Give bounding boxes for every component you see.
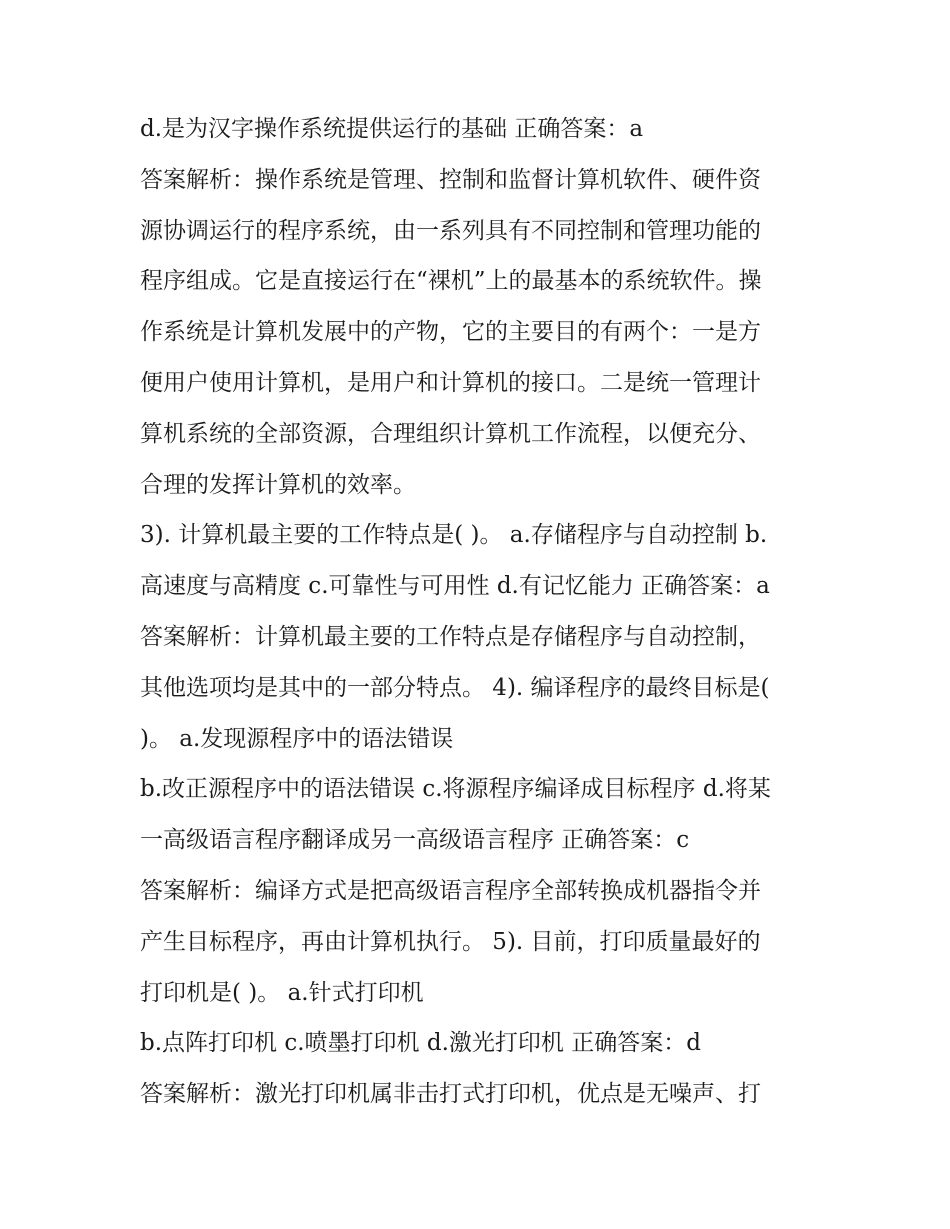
text-line: 答案解析：计算机最主要的工作特点是存储程序与自动控制， <box>140 623 761 650</box>
text-line: 便用户使用计算机，是用户和计算机的接口。二是统一管理计 <box>140 369 761 396</box>
text-line: 产生目标程序，再由计算机执行。 5). 目前，打印质量最好的 <box>140 928 761 955</box>
text-line: )。 a.发现源程序中的语法错误 <box>140 725 454 752</box>
text-line: 作系统是计算机发展中的产物，它的主要目的有两个：一是方 <box>140 319 761 346</box>
text-line: 程序组成。它是直接运行在“裸机”上的最基本的系统软件。操 <box>140 268 762 295</box>
text-line: 合理的发挥计算机的效率。 <box>140 471 416 498</box>
text-line: 答案解析：编译方式是把高级语言程序全部转换成机器指令并 <box>140 877 761 904</box>
text-line: 答案解析：激光打印机属非击打式打印机，优点是无噪声、打 <box>140 1081 761 1108</box>
body-text <box>140 104 820 1120</box>
text-line: b.点阵打印机 c.喷墨打印机 d.激光打印机 正确答案：d <box>140 1030 701 1057</box>
text-line: 一高级语言程序翻译成另一高级语言程序 正确答案：c <box>140 827 690 854</box>
text-line: 答案解析：操作系统是管理、控制和监督计算机软件、硬件资 <box>140 166 761 193</box>
text-line: b.改正源程序中的语法错误 c.将源程序编译成目标程序 d.将某 <box>140 776 771 803</box>
text-line: 源协调运行的程序系统，由一系列具有不同控制和管理功能的 <box>140 217 761 244</box>
text-line: 算机系统的全部资源，合理组织计算机工作流程，以便充分、 <box>140 420 761 447</box>
text-line: 高速度与高精度 c.可靠性与可用性 d.有记忆能力 正确答案：a <box>140 573 770 600</box>
text-line: 3). 计算机最主要的工作特点是( )。 a.存储程序与自动控制 b. <box>140 522 768 549</box>
text-line: 其他选项均是其中的一部分特点。 4). 编译程序的最终目标是( <box>140 674 770 701</box>
text-line: 打印机是( )。 a.针式打印机 <box>140 979 424 1006</box>
text-line: d.是为汉字操作系统提供运行的基础 正确答案：a <box>140 116 644 142</box>
